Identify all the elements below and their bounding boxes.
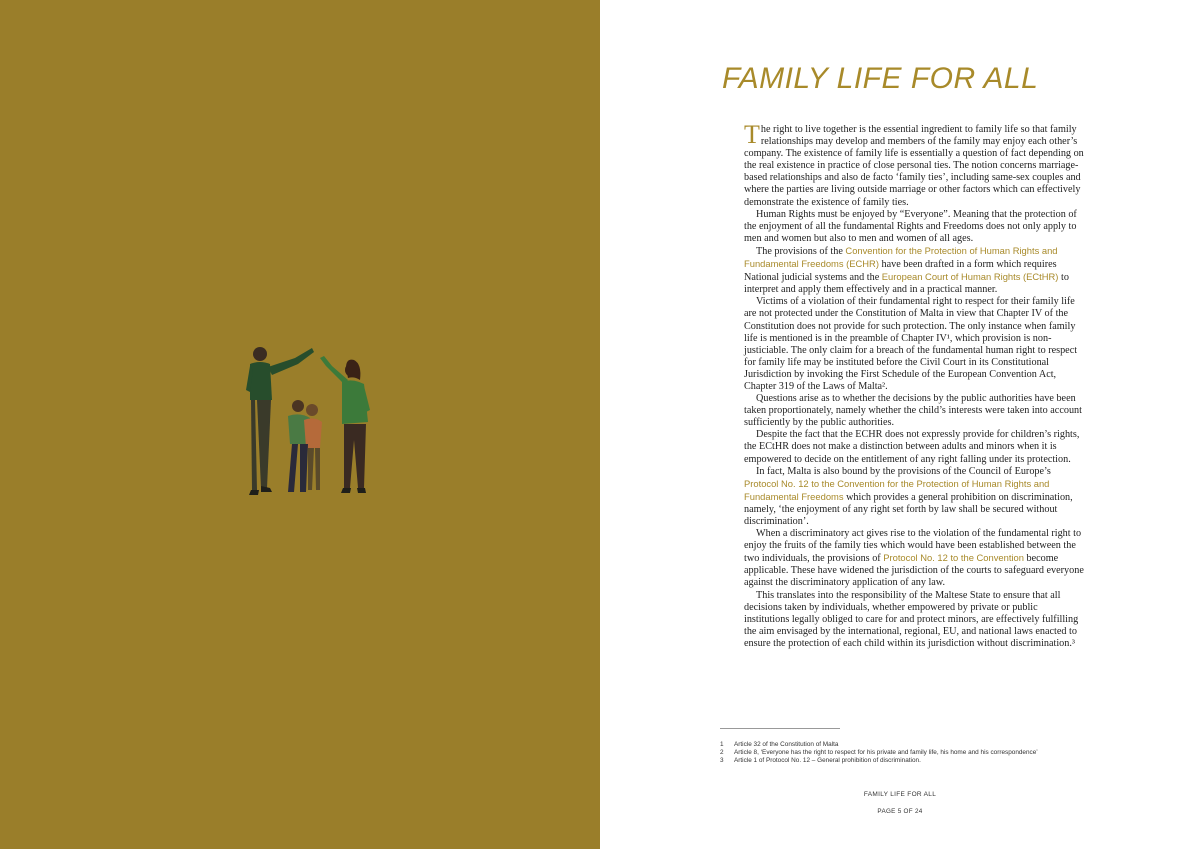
echr-link[interactable]: Convention for the Protection of Human Rights and Fundamental Freedoms (ECHR) [744,244,1058,270]
paragraph-6: Despite the fact that the ECHR does not expressly provide for children’s rights, the ECtHR does not make a distinction between adults and minors when it is empowered to decide on the entitlement of any right falling under its protection. [744,429,1080,465]
page-title: FAMILY LIFE FOR ALL [722,62,1039,95]
page-number: PAGE 5 OF 24 [877,808,923,815]
paragraph-2: Human Rights must be enjoyed by “Everyone”. Meaning that the protection of the enjoyment of all the fundamental Rights and Freedoms does not only apply to men and women but also to men and women of all ages. [744,208,1077,244]
paragraph-8: When a discriminatory act gives rise to the violation of the fundamental right to enjoy the fruits of the family ties which would have been established between the two individuals, the provisions of Protocol No. 12 to the Convention become applicable. These have widened the jurisdiction of the courts to safeguard everyone against the discriminatory application of any law. [744,528,1084,589]
protocol-12-link[interactable]: Protocol No. 12 to the Convention for the Protection of Human Rights and Fundamental Freedoms [744,477,1050,502]
footnote-item: 1 Article 32 of the Constitution of Malta [720,741,839,748]
ecthr-link[interactable]: European Court of Human Rights (ECtHR) [881,271,1059,283]
family-illustration [220,340,380,510]
article-body [744,120,1084,650]
paragraph-9: This translates into the responsibility of the Maltese State to ensure that all decisions taken by individuals, whether empowered by private or public institutions legally obliged to care for and protect minors, are effectively fulfilling the aim envisaged by the international, regional, EU, and national laws enacted to ensure the protection of each child within its jurisdiction without discrimination.³ [744,589,1079,649]
paragraph-4: Victims of a violation of their fundamental right to respect for their family life are not protected under the Constitution of Malta in view that Chapter IV of the Constitution does not provide for such protection. The only instance when family life is mentioned is in the preamble of Chapter IV¹, which provision is non-justiciable. The only claim for a breach of the fundamental human right to respect for family life may be instituted before the Civil Court in its Constitutional Jurisdiction by invoking the First Schedule of the European Convention Act, Chapter 319 of the Laws of Malta². [744,296,1078,392]
drop-cap: T [744,120,760,149]
protocol-12-convention-link[interactable]: Protocol No. 12 to the Convention [883,552,1024,564]
paragraph-5: Questions arise as to whether the decisions by the public authorities have been taken proportionately, namely whether the child’s interests were taken into account sufficiently by the public authorities. [744,393,1082,429]
paragraph-3: The provisions of the Convention for the Protection of Human Rights and Fundamental Freedoms (ECHR) have been drafted in a form which requires National judicial systems and the European Court of Human Rights (ECtHR) to interpret and apply them effectively and in a practical manner. [744,244,1069,296]
footnote-divider [720,728,840,729]
footnotes [720,741,1038,766]
footnote-item: 3 Article 1 of Protocol No. 12 – General prohibition of discrimination. [720,757,921,765]
footnote-item: 2 Article 8, ‘Everyone has the right to respect for his private and family life, his home and his correspondence’ [720,749,1038,757]
paragraph-1: The right to live together is the essential ingredient to family life so that family relationships may develop and members of the family may enjoy each other’s company. The existence of family life is essentially a question of fact depending on the real existence in practice of close personal ties. The notion concerns marriage-based relationships and also de facto ‘family ties’, including same-sex couples and where the parties are living outside marriage or other factors which can effectively demonstrate the existence of family ties. [744,120,1084,208]
footer-title: FAMILY LIFE FOR ALL [863,791,937,798]
paragraph-7: In fact, Malta is also bound by the provisions of the Council of Europe’s Protocol No. 12 to the Convention for the Protection of Human Rights and Fundamental Freedoms which provides a general prohibition on discrimination, namely, ‘the enjoyment of any right set forth by law shall be secured without discrimination’. [744,465,1073,527]
